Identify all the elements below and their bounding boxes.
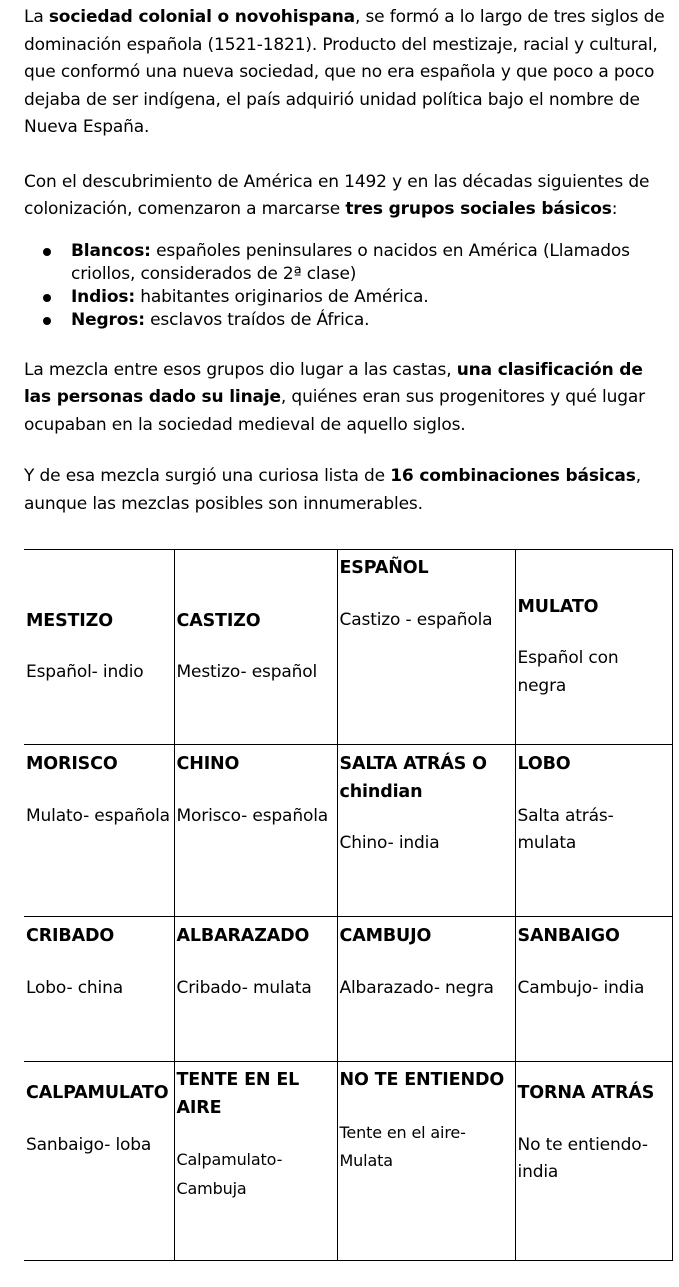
- casta-origin: Calpamulato- Cambuja: [176, 1150, 283, 1198]
- text-run: , se formó a lo largo de tres siglos de dominación española (1521-1821). Producto del mestizaje, racial y cultural, que conformó una nueva sociedad, que no era española y que poco a poco dejaba de ser indígena, el país adquirió unidad política bajo el nombre de Nueva España.: [24, 7, 665, 137]
- castas-table: [24, 549, 673, 1261]
- list-item: [24, 309, 672, 332]
- casta-name: MORISCO: [26, 754, 118, 774]
- casta-name: CALPAMULATO: [26, 1083, 169, 1103]
- table-cell: [337, 917, 515, 1062]
- casta-name: TENTE EN EL AIRE: [176, 1070, 300, 1118]
- list-item-text: habitantes originarios de América.: [134, 286, 429, 307]
- casta-name: ALBARAZADO: [176, 926, 310, 946]
- casta-origin: Salta atrás- mulata: [517, 805, 614, 853]
- bullet-icon: [43, 317, 51, 325]
- casta-origin: Sanbaigo- loba: [26, 1134, 152, 1155]
- document-body: [24, 4, 672, 543]
- table-cell: [515, 1062, 672, 1261]
- list-item-text: esclavos traídos de África.: [144, 309, 370, 330]
- casta-name: LOBO: [517, 754, 571, 774]
- casta-name: SALTA ATRÁS O chindian: [339, 754, 487, 802]
- list-item: [24, 286, 672, 309]
- table-cell: [174, 917, 337, 1062]
- table-row: [24, 1062, 672, 1261]
- casta-name: CRIBADO: [26, 926, 115, 946]
- table-cell: [337, 550, 515, 745]
- table-cell: [24, 550, 174, 745]
- casta-name: SANBAIGO: [517, 926, 620, 946]
- casta-name: MULATO: [517, 596, 599, 617]
- casta-origin: Mestizo- español: [176, 662, 318, 682]
- text-run: Con el descubrimiento de América en 1492 y en las décadas siguientes de colonización, comenzaron a marcarse: [24, 171, 650, 219]
- castas-paragraph: [24, 357, 672, 440]
- table-cell: [24, 917, 174, 1062]
- bold-text: 16 combinaciones básicas: [390, 466, 636, 486]
- casta-origin: Albarazado- negra: [339, 977, 494, 998]
- casta-name: CASTIZO: [176, 610, 261, 631]
- table-cell: [515, 917, 672, 1062]
- casta-origin: Cambujo- india: [517, 977, 645, 998]
- table-cell: [24, 745, 174, 917]
- text-run: La: [24, 7, 49, 27]
- casta-origin: Tente en el aire- Mulata: [339, 1122, 466, 1170]
- casta-origin: Chino- india: [339, 833, 440, 853]
- list-item-label: Negros:: [71, 309, 145, 330]
- text-run: , aunque las mezclas posibles son innumerables.: [24, 466, 641, 514]
- table-cell: [24, 1062, 174, 1261]
- groups-paragraph: [24, 169, 672, 224]
- table-row: [24, 550, 672, 745]
- casta-origin: Mulato- española: [26, 805, 170, 826]
- casta-origin: Lobo- china: [26, 977, 124, 998]
- table-row: [24, 745, 672, 917]
- bullet-icon: [43, 294, 51, 302]
- casta-name: TORNA ATRÁS: [517, 1083, 655, 1103]
- table-cell: [515, 550, 672, 745]
- casta-name: ESPAÑOL: [339, 558, 429, 578]
- table-cell: [337, 1062, 515, 1261]
- list-item-label: Indios:: [71, 286, 135, 307]
- casta-name: NO TE ENTIENDO: [339, 1070, 505, 1090]
- bold-text: una clasificación de las personas dado su linaje: [24, 359, 643, 407]
- list-item-label: Blancos:: [71, 240, 151, 261]
- table-cell: [174, 550, 337, 745]
- list-item-text: españoles peninsulares o nacidos en América (Llamados criollos, considerados de 2ª clase): [71, 240, 630, 284]
- combinations-paragraph: [24, 463, 672, 518]
- bullet-icon: [43, 248, 51, 256]
- bold-text: sociedad colonial o novohispana: [48, 7, 355, 27]
- list-item: [24, 240, 672, 286]
- casta-origin: Español- indio: [26, 662, 144, 682]
- groups-list: [24, 240, 672, 332]
- text-run: :: [611, 199, 618, 219]
- table-row: [24, 917, 672, 1062]
- table-cell: [337, 745, 515, 917]
- casta-origin: Castizo - española: [339, 609, 493, 630]
- text-run: , quiénes eran sus progenitores y qué lugar ocupaban en la sociedad medieval de aquello siglos.: [24, 387, 646, 435]
- table-cell: [174, 745, 337, 917]
- intro-paragraph: [24, 4, 672, 142]
- casta-name: MESTIZO: [26, 610, 113, 631]
- table-cell: [515, 745, 672, 917]
- text-run: Y de esa mezcla surgió una curiosa lista de: [24, 466, 391, 486]
- casta-origin: Cribado- mulata: [176, 977, 312, 998]
- casta-origin: Morisco- española: [176, 805, 329, 826]
- casta-origin: Español con negra: [517, 648, 619, 696]
- casta-origin: No te entiendo- india: [517, 1134, 648, 1182]
- table-cell: [174, 1062, 337, 1261]
- casta-name: CHINO: [176, 754, 240, 774]
- bold-text: tres grupos sociales básicos: [345, 199, 612, 219]
- casta-name: CAMBUJO: [339, 926, 432, 946]
- text-run: La mezcla entre esos grupos dio lugar a las castas,: [24, 359, 457, 380]
